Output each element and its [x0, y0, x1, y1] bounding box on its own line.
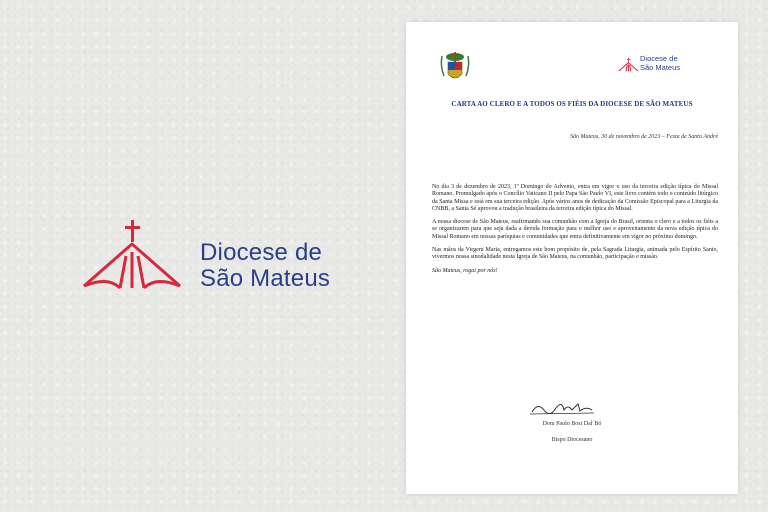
paragraph-1: No dia 3 de dezembro de 2023, 1º Domingo do Advento, entra em vigor o uso da terceira edição típica do Missal Romano. Promulgado após o Concílio Vaticano II pelo Papa São Paulo VI, este livro contém todo o conteúdo litúrgico da Santa Missa e está em sua terceira edição. Após vários anos de dedicação da Comissão Episcopal para a Liturgia da CNBB, a Santa Sé aprovou a tradução brasileira da terceira edição típica do Missal.: [432, 184, 718, 212]
diocese-logo-text: [200, 240, 330, 292]
letter-title: CARTA AO CLERO E A TODOS OS FIÉIS DA DIOCESE DE SÃO MATEUS: [451, 100, 693, 108]
diocese-emblem-icon: [80, 216, 190, 296]
signer-role: Bispo Diocesano: [551, 437, 593, 443]
diocese-logo-small: [618, 54, 718, 78]
signature-icon: [528, 398, 598, 418]
diocese-emblem-small-icon: [618, 54, 640, 76]
letter-page: [406, 22, 738, 494]
letter-date: São Mateus, 30 de novembro de 2023 – Festa de Santo André: [570, 134, 718, 140]
episcopal-crest-icon: [438, 50, 472, 84]
small-logo-line-2: São Mateus: [640, 63, 681, 72]
closing-line: São Mateus, rogai por nós!: [432, 267, 498, 274]
letter-body: [432, 184, 718, 281]
logo-line-2: São Mateus: [200, 265, 331, 292]
logo-line-1: Diocese de: [200, 239, 323, 266]
small-logo-text: [640, 54, 680, 72]
paragraph-3: Nas mãos da Virgem Maria, entregamos este bom propósito de, pela Sagrada Liturgia, animada pelo Espírito Santo, vivermos nossa sinodalidade nesta Igreja de São Mateus, na comunhão, participação e missão.: [432, 247, 718, 261]
paragraph-2: A nossa diocese de São Mateus, reafirmando sua comunhão com a Igreja do Brasil, orienta o clero e a todos os fiéis a se organizarem para que seja dada a devida formação para o melhor uso e aproveitamento da nova edição típica do Missal Romano em nossas paróquias e comunidades que entra definitivamente em vigor no próximo domingo.: [432, 219, 718, 240]
diocese-logo-large: [80, 216, 380, 296]
signer-name: Dom Paulo Bosi Dal´Bó: [542, 421, 602, 427]
small-logo-line-1: Diocese de: [640, 54, 678, 63]
